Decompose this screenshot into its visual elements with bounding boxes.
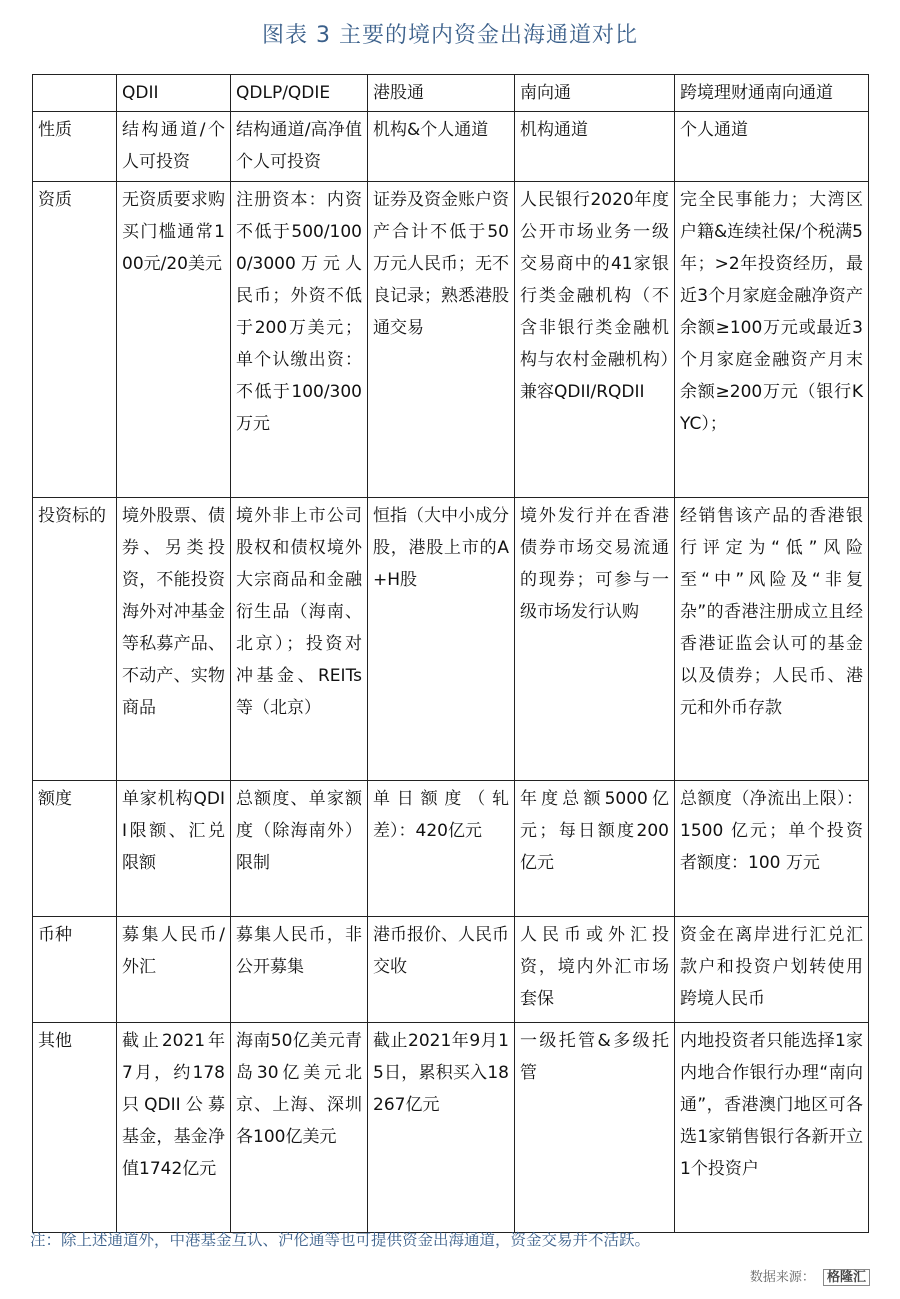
table-row bbox=[33, 781, 869, 917]
table-cell: 个人通道 bbox=[675, 112, 869, 182]
header-cell bbox=[33, 75, 117, 112]
header-cell: 跨境理财通南向通道 bbox=[675, 75, 869, 112]
table-cell: 结构通道/高净值个人可投资 bbox=[231, 112, 368, 182]
row-label: 性质 bbox=[33, 112, 117, 182]
header-cell: QDLP/QDIE bbox=[231, 75, 368, 112]
table-cell: 恒指（大中小成分股，港股上市的A+H股 bbox=[368, 498, 515, 781]
table-cell: 无资质要求购买门槛通常100元/20美元 bbox=[117, 182, 231, 498]
table-cell: 经销售该产品的香港银行评定为“低”风险至“中”风险及“非复杂”的香港注册成立且经香港证监会认可的基金以及债券；人民币、港元和外币存款 bbox=[675, 498, 869, 781]
header-cell: 南向通 bbox=[515, 75, 675, 112]
row-label: 其他 bbox=[33, 1023, 117, 1233]
table-cell: 内地投资者只能选择1家内地合作银行办理“南向通”，香港澳门地区可各选1家销售银行各新开立1个投资户 bbox=[675, 1023, 869, 1233]
table-cell: 单家机构QDII限额、汇兑限额 bbox=[117, 781, 231, 917]
comparison-table bbox=[32, 74, 869, 1233]
row-label: 币种 bbox=[33, 917, 117, 1023]
data-source bbox=[750, 1266, 870, 1285]
table-cell: 总额度、单家额度（除海南外）限制 bbox=[231, 781, 368, 917]
table-cell: 资金在离岸进行汇兑汇款户和投资户划转使用跨境人民币 bbox=[675, 917, 869, 1023]
row-label: 额度 bbox=[33, 781, 117, 917]
table-cell: 境外非上市公司股权和债权境外大宗商品和金融衍生品（海南、北京）；投资对冲基金、REITs等（北京） bbox=[231, 498, 368, 781]
table-cell: 人民币或外汇投资，境内外汇市场套保 bbox=[515, 917, 675, 1023]
table-cell: 境外股票、债券、另类投资，不能投资海外对冲基金等私募产品、不动产、实物商品 bbox=[117, 498, 231, 781]
table-row bbox=[33, 1023, 869, 1233]
table-cell: 年度总额5000亿元；每日额度200亿元 bbox=[515, 781, 675, 917]
table-cell: 完全民事能力；大湾区户籍&连续社保/个税满5年；>2年投资经历，最近3个月家庭金融净资产余额≥100万元或最近3个月家庭金融资产月末余额≥200万元（银行KYC）； bbox=[675, 182, 869, 498]
header-cell: QDII bbox=[117, 75, 231, 112]
source-label: 数据来源： bbox=[749, 1270, 815, 1285]
table-cell: 总额度（净流出上限）：1500 亿元；单个投资者额度：100 万元 bbox=[675, 781, 869, 917]
table-row bbox=[33, 112, 869, 182]
table-cell: 注册资本：内资不低于500/1000/3000万元人民币；外资不低于200万美元；单个认缴出资：不低于100/300万元 bbox=[231, 182, 368, 498]
table-cell: 截止2021年7月，约178只QDII公募基金，基金净值1742亿元 bbox=[117, 1023, 231, 1233]
table-row bbox=[33, 182, 869, 498]
table-cell: 海南50亿美元青岛30亿美元北京、上海、深圳各100亿美元 bbox=[231, 1023, 368, 1233]
table-cell: 港币报价、人民币交收 bbox=[368, 917, 515, 1023]
table-row bbox=[33, 498, 869, 781]
table-cell: 证券及资金账户资产合计不低于50万元人民币；无不良记录；熟悉港股通交易 bbox=[368, 182, 515, 498]
table-cell: 机构&个人通道 bbox=[368, 112, 515, 182]
row-label: 投资标的 bbox=[33, 498, 117, 781]
footnote: 注：除上述通道外，中港基金互认、沪伦通等也可提供资金出海通道，资金交易并不活跃。 bbox=[30, 1231, 651, 1249]
table-cell: 单日额度（轧差）：420亿元 bbox=[368, 781, 515, 917]
table-row bbox=[33, 917, 869, 1023]
table-cell: 截止2021年9月15日，累积买入18267亿元 bbox=[368, 1023, 515, 1233]
table-cell: 境外发行并在香港债券市场交易流通的现券；可参与一级市场发行认购 bbox=[515, 498, 675, 781]
table-cell: 结构通道/个人可投资 bbox=[117, 112, 231, 182]
header-row bbox=[33, 75, 869, 112]
figure-title: 图表 3 主要的境内资金出海通道对比 bbox=[262, 23, 638, 48]
table-cell: 机构通道 bbox=[515, 112, 675, 182]
table-cell: 一级托管&多级托管 bbox=[515, 1023, 675, 1233]
table-cell: 募集人民币，非公开募集 bbox=[231, 917, 368, 1023]
row-label: 资质 bbox=[33, 182, 117, 498]
watermark-logo: 格隆汇 bbox=[823, 1269, 870, 1286]
header-cell: 港股通 bbox=[368, 75, 515, 112]
table-cell: 人民银行2020年度公开市场业务一级交易商中的41家银行类金融机构（不含非银行类金融机构与农村金融机构）兼容QDII/RQDII bbox=[515, 182, 675, 498]
table-cell: 募集人民币/外汇 bbox=[117, 917, 231, 1023]
